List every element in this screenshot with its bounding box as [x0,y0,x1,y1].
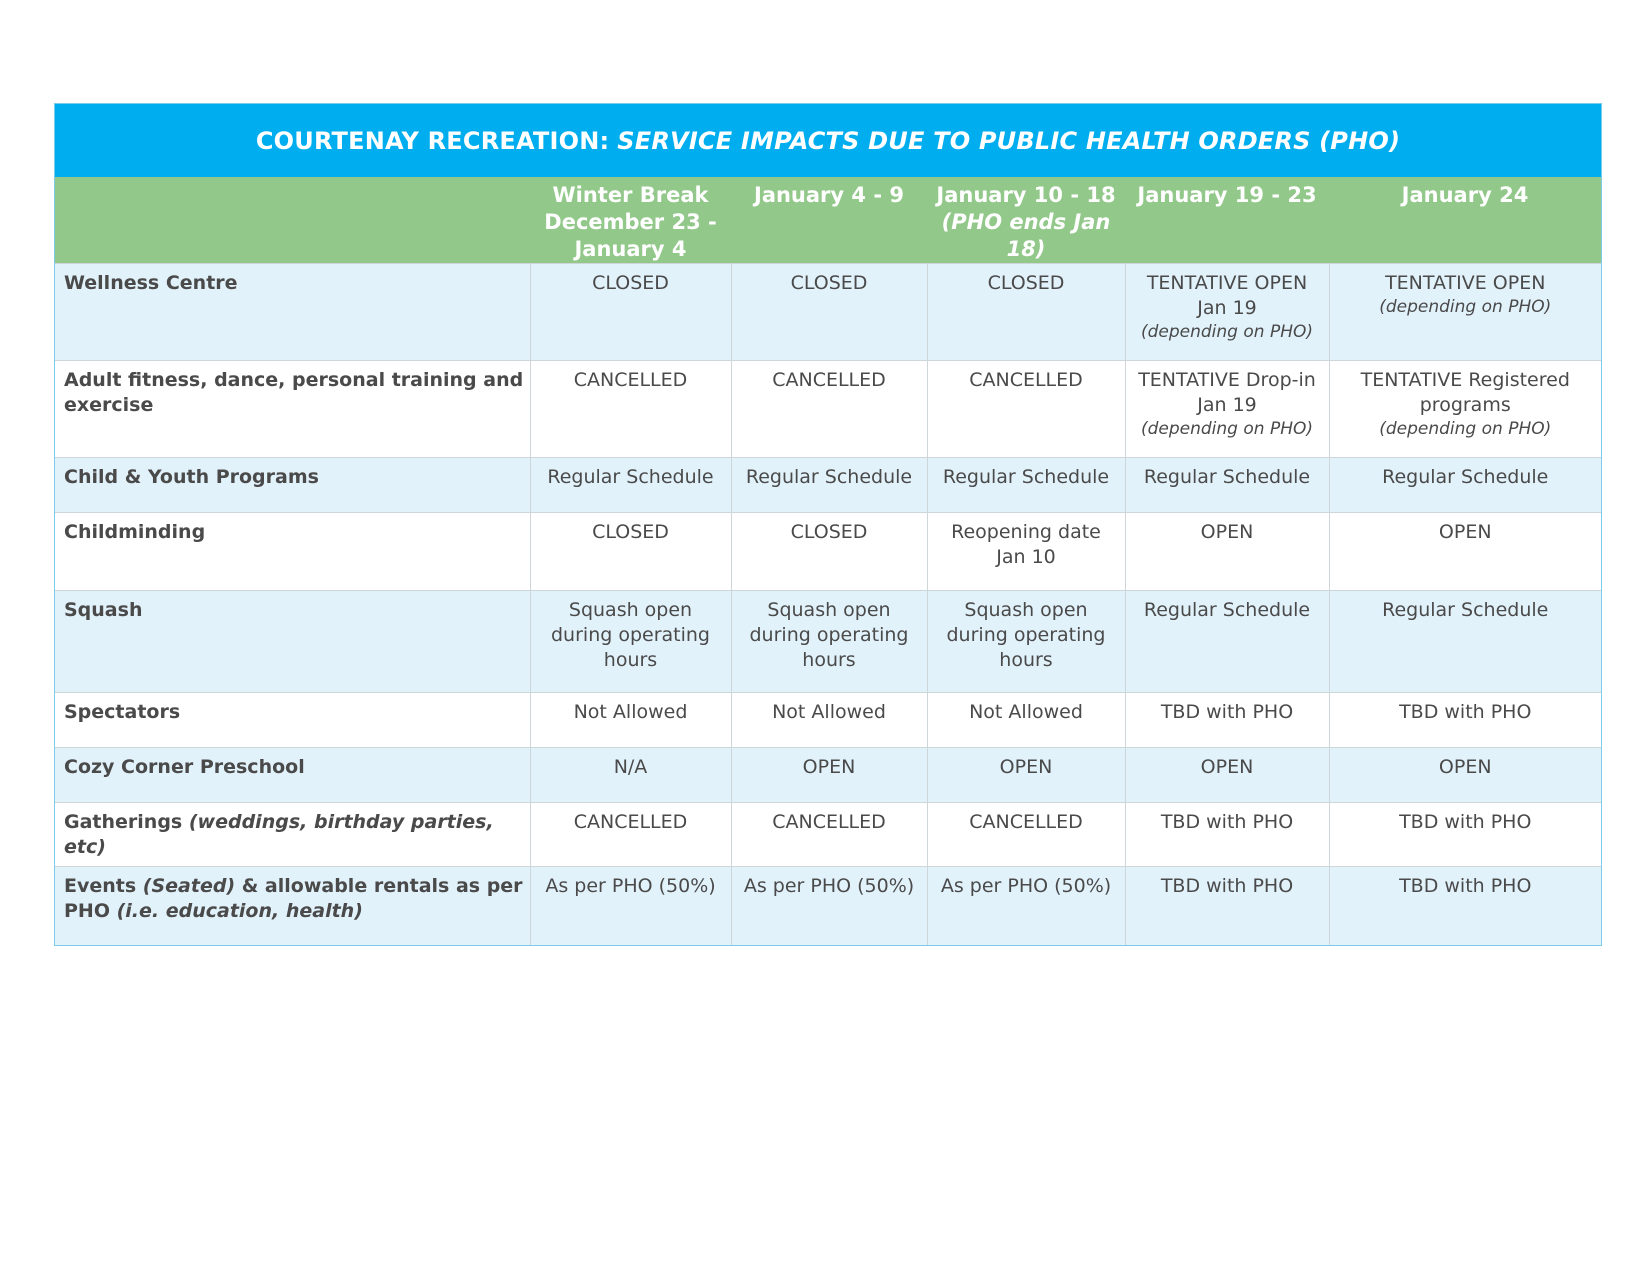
table-cell [927,591,1125,693]
row-label [55,264,530,361]
row-label [55,803,530,867]
cell-status: TENTATIVE OPEN [1385,272,1546,294]
table-row-spectators [55,693,1601,748]
table-cell [530,264,731,361]
cell-status: CANCELLED [969,369,1083,391]
table-cell [731,867,927,945]
table-cell [1329,361,1601,458]
row-label [55,513,530,591]
table-cell [1125,264,1329,361]
cell-status: As per PHO (50%) [743,875,915,897]
cell-status: OPEN [1200,521,1254,543]
cell-status: Not Allowed [969,701,1083,723]
impacts-sheet [54,103,1602,946]
cell-status: Regular Schedule [547,466,714,488]
cell-status: TBD with PHO [1399,875,1532,897]
row-label [55,361,530,458]
cell-status: Squash open during operating hours [551,599,710,671]
row-label [55,591,530,693]
row-label [55,867,530,945]
table-cell [927,361,1125,458]
cell-status: N/A [613,756,648,778]
cell-status: TBD with PHO [1399,701,1532,723]
cell-note: (depending on PHO) [1140,419,1314,439]
column-header-jan-10-18: January 10 - 18 (PHO ends Jan 18) [927,177,1125,264]
table-cell [927,748,1125,803]
table-cell [530,693,731,748]
row-label-part: (weddings, birthday parties, etc) [64,811,494,858]
table-cell [927,867,1125,945]
cell-status: CLOSED [987,272,1065,294]
cell-status: Not Allowed [573,701,688,723]
banner-subtitle: SERVICE IMPACTS DUE TO PUBLIC HEALTH ORDERS (PHO) [617,126,1401,155]
row-label-part: Events [64,875,137,897]
cell-status: As per PHO (50%) [545,875,716,897]
table-cell [731,513,927,591]
table-row-cozy-corner-preschool [55,748,1601,803]
table-row-squash [55,591,1601,693]
table-cell [927,264,1125,361]
table-cell [530,748,731,803]
table-cell [927,693,1125,748]
table-cell [1329,748,1601,803]
table-cell [1329,693,1601,748]
table-cell [1125,803,1329,867]
cell-status: CANCELLED [573,369,688,391]
cell-status: Reopening date Jan 10 [951,521,1101,568]
table-cell [1125,748,1329,803]
cell-status: TENTATIVE Registered programs [1360,369,1570,416]
column-header-jan-4-9: January 4 - 9 [731,177,927,264]
cell-status: TBD with PHO [1160,701,1294,723]
column-header-jan-24: January 24 [1329,177,1601,264]
cell-status: OPEN [802,756,856,778]
table-cell [1329,513,1601,591]
row-label-part: Wellness Centre [64,272,238,294]
column-header-blank [55,177,530,264]
cell-status: CANCELLED [969,811,1083,833]
table-cell [1125,867,1329,945]
table-cell [530,513,731,591]
header-row [55,177,1601,264]
cell-status: Regular Schedule [1143,466,1311,488]
cell-status: CANCELLED [573,811,688,833]
cell-status: OPEN [999,756,1053,778]
table-cell [530,803,731,867]
cell-status: CLOSED [592,521,669,543]
table-row-childminding [55,513,1601,591]
row-label [55,693,530,748]
cell-status: Regular Schedule [942,466,1110,488]
row-label-part: Squash [64,599,143,621]
cell-status: Regular Schedule [1382,599,1549,621]
cell-status: Squash open during operating hours [749,599,909,671]
column-header-note: (PHO ends Jan 18) [941,210,1111,261]
table-cell [1329,264,1601,361]
table-cell [731,803,927,867]
cell-status: CANCELLED [772,811,886,833]
table-cell [1125,458,1329,513]
table-cell [1329,591,1601,693]
table-row-adult-fitness [55,361,1601,458]
cell-note: (depending on PHO) [1379,297,1552,317]
table-cell [1125,693,1329,748]
row-label-part: (Seated) [142,875,236,897]
cell-status: Squash open during operating hours [946,599,1106,671]
cell-status: TBD with PHO [1160,811,1294,833]
table-cell [1125,591,1329,693]
table-row-child-youth-programs [55,458,1601,513]
table-cell [927,803,1125,867]
cell-status: TENTATIVE OPEN Jan 19 [1146,272,1308,319]
table-cell [530,591,731,693]
table-cell [1329,867,1601,945]
cell-status: CANCELLED [772,369,886,391]
row-label-part: Child & Youth Programs [64,466,319,488]
cell-status: Regular Schedule [1382,466,1549,488]
row-label-part: & allowable rentals as per PHO [64,875,523,922]
cell-status: Not Allowed [772,701,886,723]
impacts-table [55,177,1601,945]
table-cell [530,867,731,945]
cell-note: (depending on PHO) [1140,322,1314,342]
table-cell [731,264,927,361]
row-label [55,748,530,803]
row-label-part: Gatherings [64,811,183,833]
row-label-part: Adult fitness, dance, personal training and exercise [64,369,524,416]
table-cell [731,458,927,513]
row-label-part: Spectators [64,701,181,723]
table-row-gatherings [55,803,1601,867]
cell-status: OPEN [1438,521,1492,543]
cell-status: As per PHO (50%) [940,875,1112,897]
cell-status: CLOSED [592,272,669,294]
table-cell [731,361,927,458]
row-label-part: (i.e. education, health) [116,900,363,922]
cell-status: TBD with PHO [1160,875,1294,897]
table-cell [1125,361,1329,458]
table-cell [1329,803,1601,867]
table-row-events [55,867,1601,945]
row-label [55,458,530,513]
cell-status: Regular Schedule [1143,599,1311,621]
table-cell [530,458,731,513]
table-cell [1329,458,1601,513]
cell-status: Regular Schedule [745,466,913,488]
banner [55,104,1601,177]
cell-note: (depending on PHO) [1379,419,1552,439]
column-header-winter-break: Winter Break December 23 - January 4 [530,177,731,264]
cell-status: TENTATIVE Drop-in Jan 19 [1138,369,1316,416]
table-cell [1125,513,1329,591]
cell-status: OPEN [1200,756,1254,778]
table-cell [731,693,927,748]
table-cell [927,458,1125,513]
banner-title: COURTENAY RECREATION: [255,126,610,155]
table-cell [530,361,731,458]
row-label-part: Childminding [64,521,206,543]
table-cell [927,513,1125,591]
cell-status: CLOSED [790,272,868,294]
table-cell [731,748,927,803]
table-cell [731,591,927,693]
row-label-part: Cozy Corner Preschool [64,756,305,778]
table-row-wellness-centre [55,264,1601,361]
cell-status: CLOSED [790,521,868,543]
cell-status: TBD with PHO [1399,811,1532,833]
cell-status: OPEN [1438,756,1492,778]
column-header-jan-19-23: January 19 - 23 [1125,177,1329,264]
